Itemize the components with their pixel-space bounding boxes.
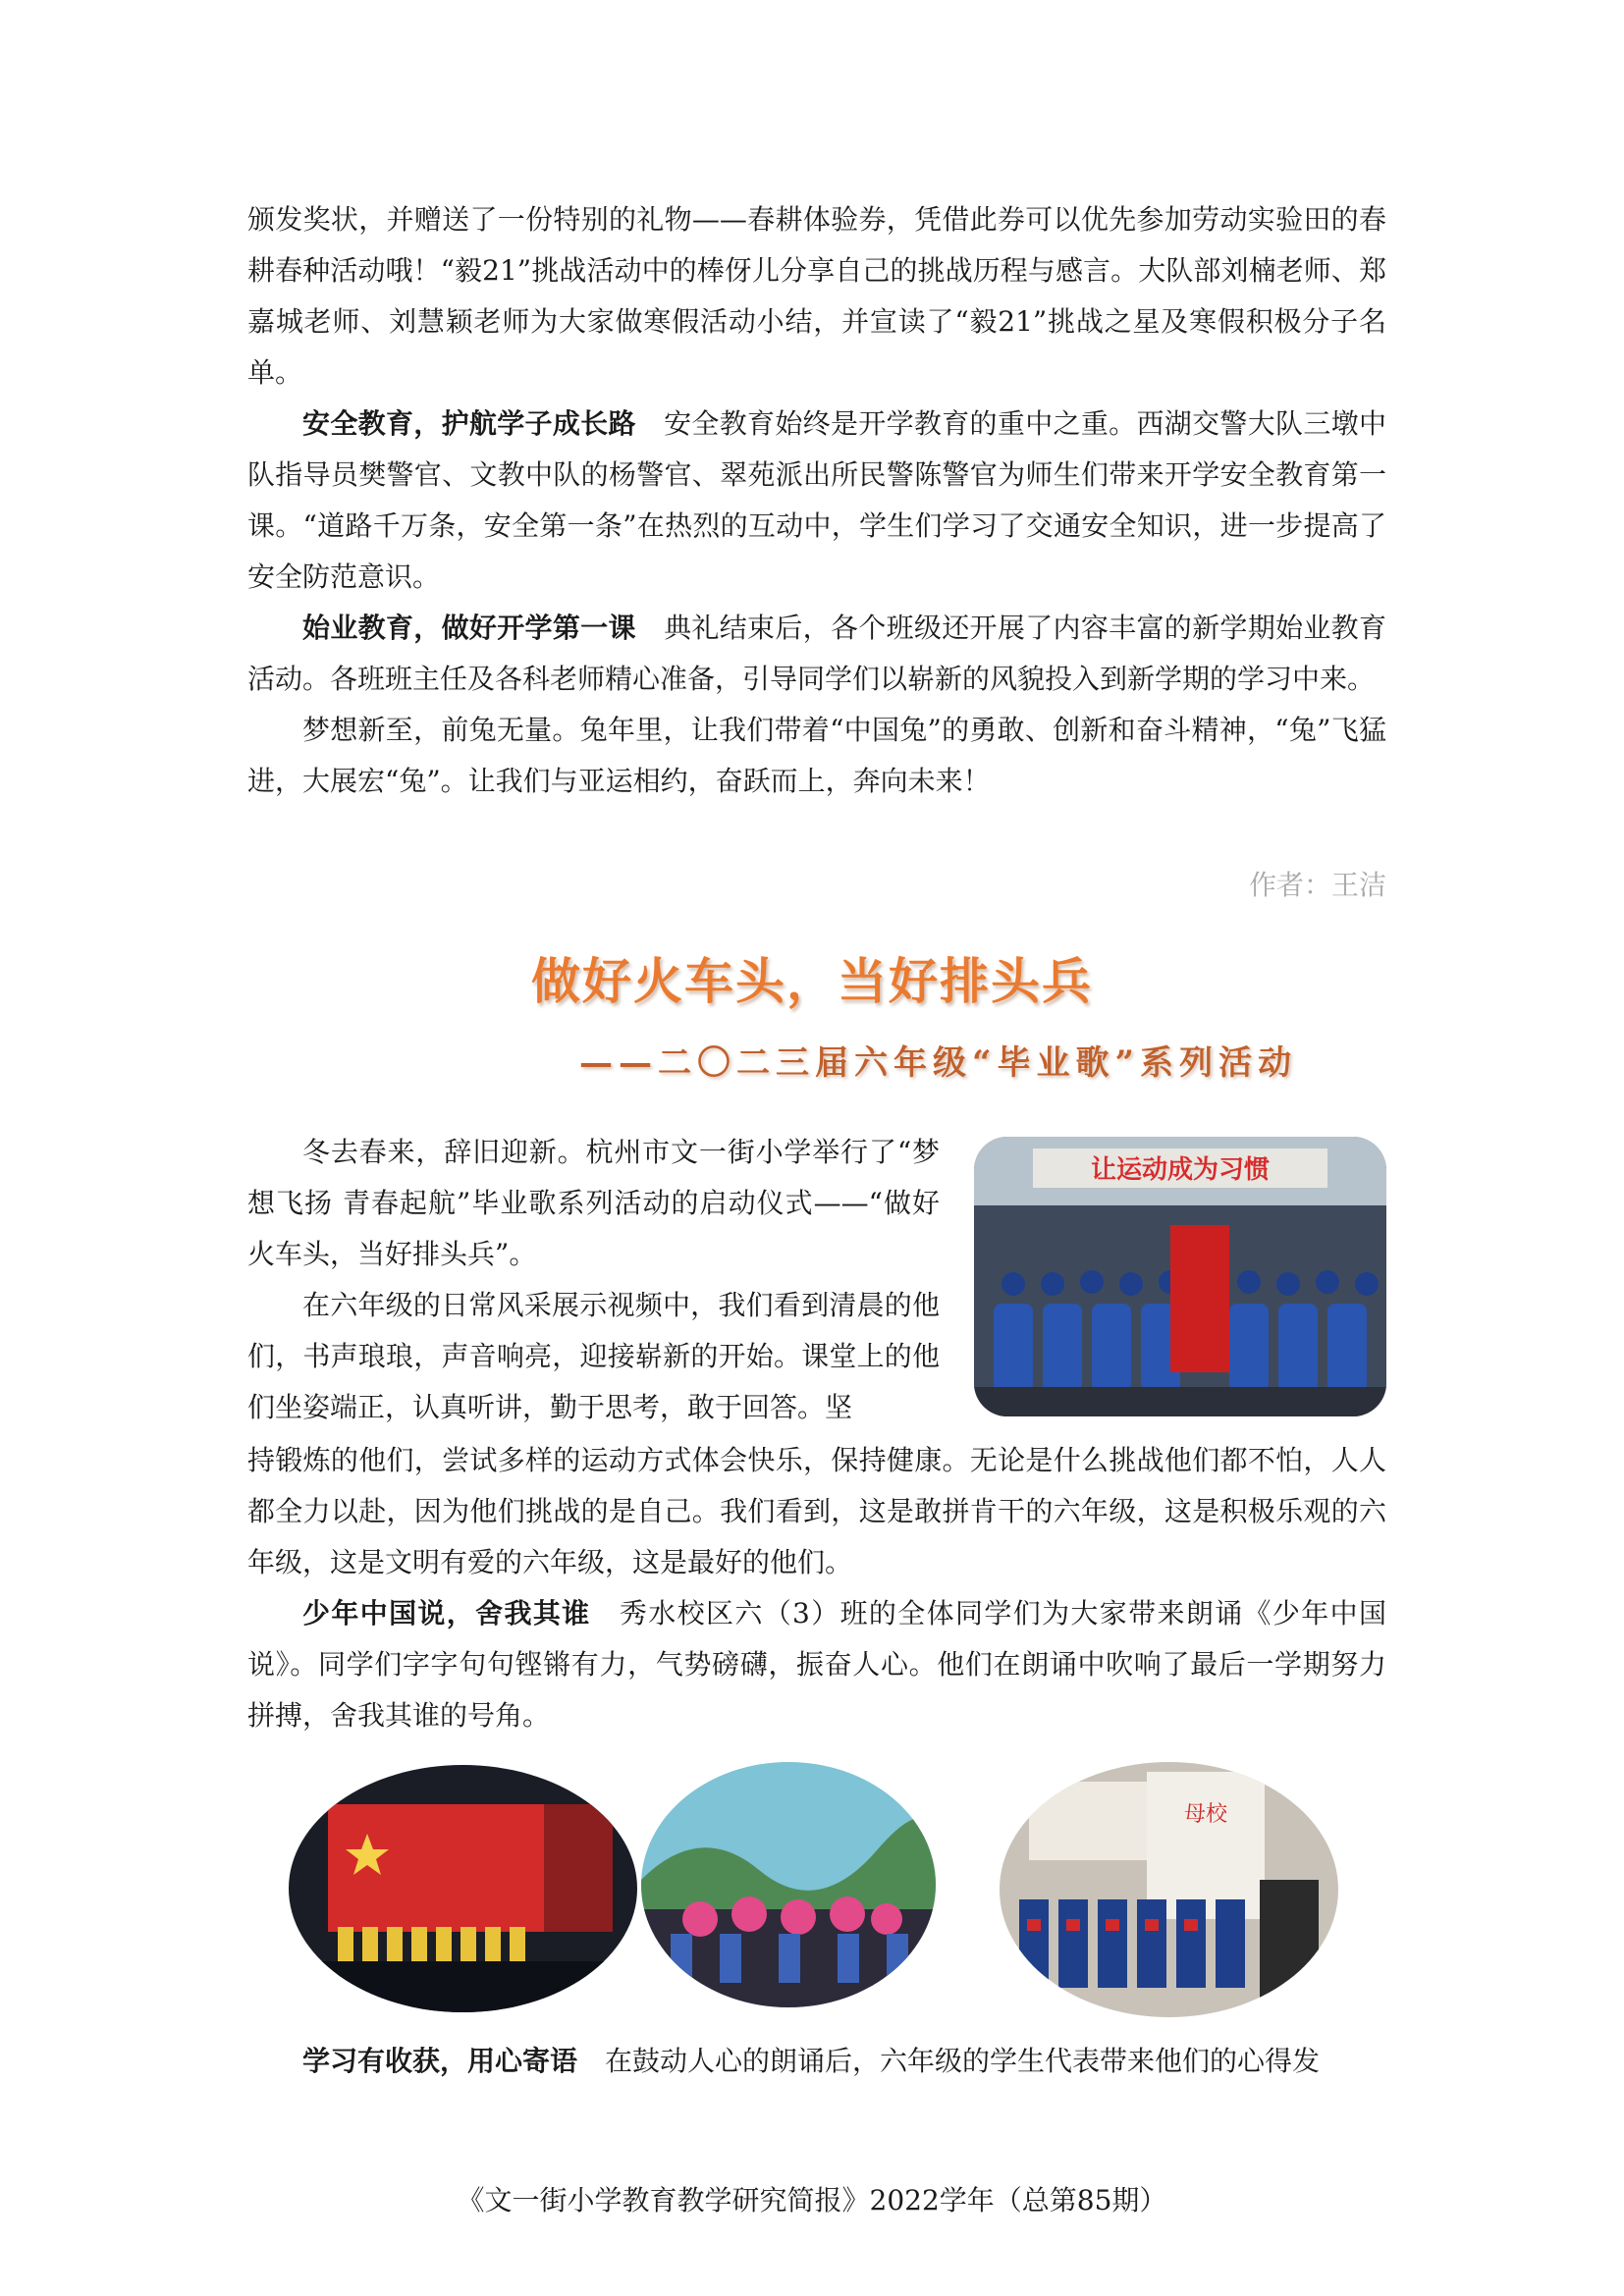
page-footer: 《文一街小学教育教学研究简报》2022学年（总第85期） bbox=[457, 2184, 1167, 2216]
author-credit: 作者：王洁 bbox=[1248, 869, 1386, 901]
banner-text: 让运动成为习惯 bbox=[1090, 1155, 1271, 1185]
article2-paragraph-2a: 在六年级的日常风采展示视频中，我们看到清晨的他们，书声琅琅，声音响亮，迎接崭新的开始。课堂上的他们坐姿端正，认真听讲，勤于思考，敢于回答。坚 bbox=[247, 1289, 940, 1423]
section-text-orientation: 典礼结束后，各个班级还开展了内容丰富的新学期始业教育活动。各班班主任及各科老师精心准备，引导同学们以崭新的风貌投入到新学期的学习中来。 bbox=[247, 612, 1386, 695]
section-heading-orientation: 始业教育，做好开学第一课 bbox=[302, 612, 636, 644]
recitation-photo-2 bbox=[641, 1762, 936, 2007]
article2-intro bbox=[247, 1127, 940, 1433]
section-text-reflection: 在鼓动人心的朗诵后，六年级的学生代表带来他们的心得发 bbox=[605, 2045, 1321, 2077]
article2-paragraph-3 bbox=[247, 1588, 1386, 1741]
assembly-photo-image bbox=[974, 1137, 1386, 1416]
section-text-safety: 安全教育始终是开学教育的重中之重。西湖交警大队三墩中队指导员樊警官、文教中队的杨警官、翠苑派出所民警陈警官为师生们带来开学安全教育第一课。“道路千万条，安全第一条”在热烈的互动中，学生们学习了交通安全知识，进一步提高了安全防范意识。 bbox=[247, 407, 1386, 593]
section-heading-safety: 安全教育，护航学子成长路 bbox=[302, 407, 636, 440]
svg-text:母校: 母校 bbox=[1183, 1802, 1228, 1827]
article2-title: 做好火车头，当好排头兵 bbox=[531, 953, 1093, 1010]
assembly-photo bbox=[974, 1137, 1386, 1416]
article1-body bbox=[247, 194, 1386, 807]
article2-subtitle: ——二〇二三届六年级“毕业歌”系列活动 bbox=[579, 1043, 1298, 1083]
article2-paragraph-2b: 持锻炼的他们，尝试多样的运动方式体会快乐，保持健康。无论是什么挑战他们都不怕，人人都全力以赴，因为他们挑战的是自己。我们看到，这是敢拼肯干的六年级，这是积极乐观的六年级，这是文明有爱的六年级，这是最好的他们。 bbox=[247, 1444, 1386, 1578]
article1-paragraph-3 bbox=[247, 603, 1386, 705]
article2-paragraph-4 bbox=[247, 2036, 1386, 2087]
recitation-photo-2-image bbox=[641, 1762, 936, 2007]
section-heading-recitation: 少年中国说，舍我其谁 bbox=[302, 1597, 591, 1629]
article1-paragraph-2 bbox=[247, 399, 1386, 603]
article1-paragraph-1: 颁发奖状，并赠送了一份特别的礼物——春耕体验券，凭借此券可以优先参加劳动实验田的春耕春种活动哦！“毅21”挑战活动中的棒伢儿分享自己的挑战历程与感言。大队部刘楠老师、郑嘉城老师、刘慧颖老师为大家做寒假活动小结，并宣读了“毅21”挑战之星及寒假积极分子名单。 bbox=[247, 203, 1386, 389]
section-heading-reflection: 学习有收获，用心寄语 bbox=[302, 2045, 578, 2077]
recitation-photo-3-image bbox=[1000, 1762, 1338, 2017]
article2-closing bbox=[247, 2036, 1386, 2087]
article2-paragraph-1: 冬去春来，辞旧迎新。杭州市文一街小学举行了“梦想飞扬 青春起航”毕业歌系列活动的启动仪式——“做好火车头，当好排头兵”。 bbox=[247, 1136, 940, 1270]
article1-paragraph-4: 梦想新至，前兔无量。兔年里，让我们带着“中国兔”的勇敢、创新和奋斗精神，“兔”飞猛进，大展宏“兔”。让我们与亚运相约，奋跃而上，奔向未来！ bbox=[247, 714, 1386, 797]
recitation-photo-3 bbox=[1000, 1762, 1338, 2017]
recitation-photo-1 bbox=[289, 1765, 637, 2012]
section-text-recitation: 秀水校区六（3）班的全体同学们为大家带来朗诵《少年中国说》。同学们字字句句铿锵有力，气势磅礴，振奋人心。他们在朗诵中吹响了最后一学期努力拼搏，舍我其谁的号角。 bbox=[247, 1597, 1386, 1732]
recitation-photo-1-image bbox=[289, 1765, 637, 2012]
article2-body bbox=[247, 1435, 1386, 1741]
